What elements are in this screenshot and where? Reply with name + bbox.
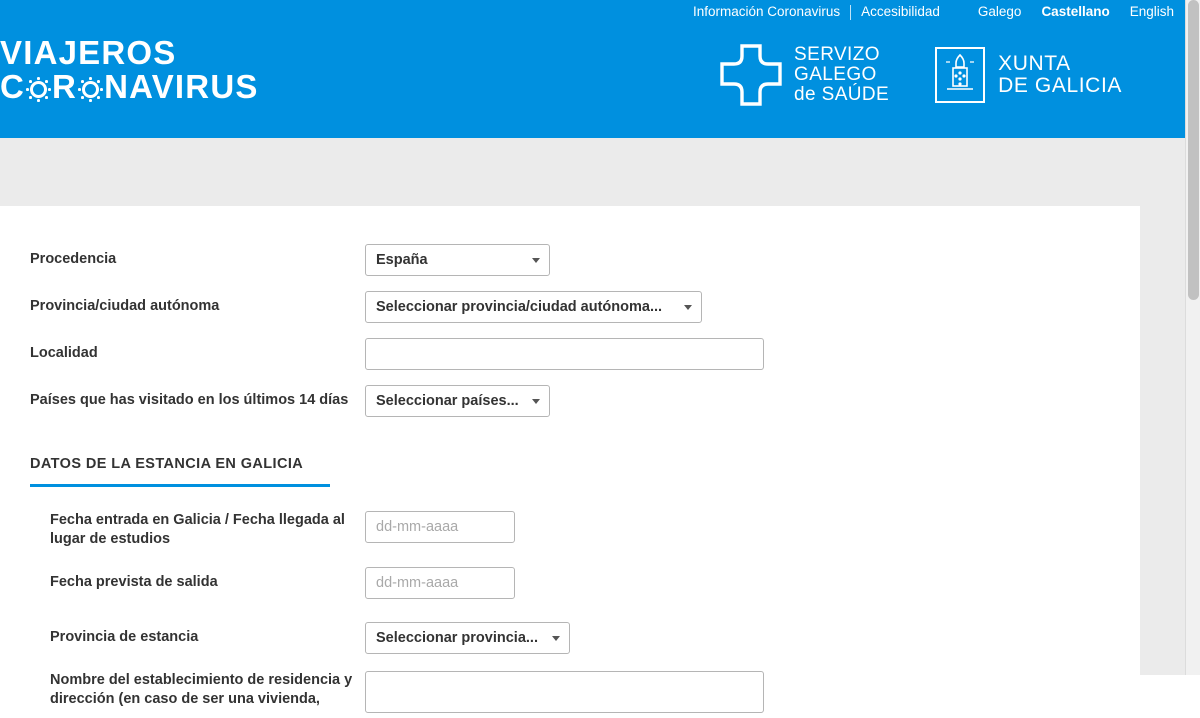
field-provincia [365,291,1140,323]
xunta-logo-text [998,53,1122,97]
section-datos-estancia [0,509,1140,718]
lang-link-english[interactable]: English [1129,4,1174,19]
label-provincia: Provincia/ciudad autónoma [30,298,220,314]
chevron-down-icon [532,399,540,404]
page-background [0,138,1200,707]
top-navigation [683,0,1200,24]
chevron-down-icon [552,636,560,641]
field-procedencia [365,244,1140,276]
virus-o-icon [26,77,51,102]
select-provincia-value: Seleccionar provincia/ciudad autónoma... [376,298,663,315]
sergas-text-line-1: SERVIZO [794,44,880,65]
select-procedencia-value: España [376,251,428,268]
chevron-down-icon [684,305,692,310]
brand-letter-c: C [0,68,26,105]
nav-link-informacion-coronavirus[interactable]: Información Coronavirus [693,4,841,19]
select-paises-value: Seleccionar países... [376,392,519,409]
sergas-text-line-3: de SAÚDE [794,84,890,105]
label-fecha-entrada: Fecha entrada en Galicia / Fecha llegada al lugar de estudios [50,512,345,547]
site-logo-viajeros-coronavirus[interactable] [0,34,259,105]
field-localidad [365,338,1140,370]
brand-text-navirus: NAVIRUS [104,68,259,105]
field-row-provincia [0,283,1140,330]
field-establecimiento [365,671,1140,718]
form-card [0,206,1140,718]
input-establecimiento[interactable] [365,671,764,713]
section-title-datos-estancia: DATOS DE LA ESTANCIA EN GALICIA [30,456,330,487]
site-header [0,0,1200,138]
xunta-logo [935,47,1122,103]
field-row-paises-visitados [0,377,1140,424]
input-localidad[interactable] [365,338,764,370]
field-row-provincia-estancia [0,614,1140,661]
field-row-establecimiento [0,671,1140,718]
sergas-logo-text [794,45,889,105]
xunta-coat-of-arms-icon [935,47,985,103]
label-localidad: Localidad [30,345,98,361]
chevron-down-icon [532,258,540,263]
label-fecha-salida: Fecha prevista de salida [50,574,218,590]
sergas-text-line-2: GALEGO [794,64,877,85]
field-fecha-entrada [365,511,1140,543]
scrollbar-thumb[interactable] [1188,0,1199,300]
label-procedencia: Procedencia [30,251,117,267]
select-provincia[interactable] [365,291,702,323]
select-paises-visitados[interactable] [365,385,550,417]
field-row-fecha-entrada [0,509,1140,549]
select-provincia-estancia[interactable] [365,622,570,654]
nav-link-accesibilidad[interactable]: Accesibilidad [861,4,940,19]
xunta-text-line-2: DE GALICIA [998,74,1122,97]
brand-letter-r: R [52,68,78,105]
lang-link-galego[interactable]: Galego [977,4,1022,19]
xunta-text-line-1: XUNTA [998,52,1071,75]
field-provincia-estancia [365,622,1140,654]
brand-line-1: VIAJEROS [0,34,177,71]
brand-line-2 [0,68,259,105]
field-paises-visitados [365,385,1140,417]
select-procedencia[interactable] [365,244,550,276]
input-fecha-salida[interactable] [365,567,515,599]
lang-link-castellano[interactable]: Castellano [1041,4,1110,19]
institutional-logos [720,44,1122,106]
label-paises-visitados: Países que has visitado en los últimos 14 días [30,392,349,408]
sergas-cross-icon [720,44,782,106]
label-provincia-estancia: Provincia de estancia [50,629,199,645]
sergas-logo [720,44,889,106]
field-row-procedencia [0,236,1140,283]
select-provincia-estancia-value: Seleccionar provincia... [376,629,538,646]
label-establecimiento: Nombre del establecimiento de residencia y dirección (en caso de ser una vivienda, [50,672,353,707]
page-scrollbar[interactable] [1185,0,1200,675]
field-row-fecha-salida [0,559,1140,606]
virus-o-icon-2 [78,77,103,102]
input-fecha-entrada[interactable] [365,511,515,543]
field-row-localidad [0,330,1140,377]
field-fecha-salida [365,567,1140,599]
